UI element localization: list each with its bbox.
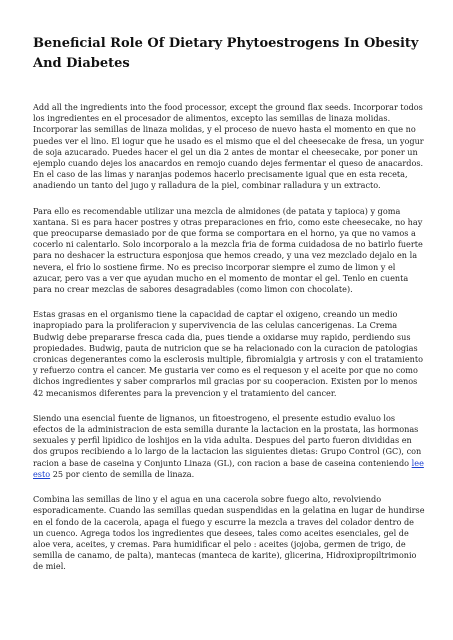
paragraph-budwig: Estas grasas en el organismo tiene la capacidad de captar el oxigeno, creando un medio inapropiado para la proliferacion y supervivencia de las celulas cancerigenas. La Crema Budwig debe prepararse fresca cada dia, pues tiende a oxidarse muy rapido, perdiendo sus propiedades. Budwig, pauta de nutricion que se ha relacionado con la curacion de patologias cronicas degenerantes como la esclerosis multiple, fibromialgia y artrosis y con el tratamiento y refuerzo contra el cancer. Me gustaria ver como es el requeson y el aceite por que no como dichos ingredientes y saber comprarlos mil gracias por su cooperacion. Existen por lo menos 42 mecanismos diferentes para la prevencion y el tratamiento del cancer. — [33, 309, 424, 398]
paragraph-lignans — [33, 413, 425, 480]
paragraph-lignans-text-after: 25 por ciento de semilla de linaza. — [50, 468, 195, 479]
document-title: Beneficial Role Of Dietary Phytoestrogens In Obesity And Diabetes — [33, 36, 419, 71]
paragraph-lignans-text-before: Siendo una esencial fuente de lignanos, un fitoestrogeno, el presente estudio evaluo los efectos de la administracion de esta semilla durante la lactacion en la prostata, las hormonas sexuales y perfil lipidico de loshijos en la vida adulta. Despues del parto fueron divididas en dos grupos recibiendo a lo largo de la lactacion las siguientes dietas: Grupo Control (GC), con racion a base de caseina y Conjunto Linaza (GL), con racion a base de caseina conteniendo — [33, 412, 422, 468]
paragraph-starch-mix: Para ello es recomendable utilizar una mezcla de almidones (de patata y tapioca) y goma xantana. Si es para hacer postres y otras preparaciones en frio, como este cheesecake, no hay que preocuparse demasiado por de que forma se comportara en el horno, ya que no vamos a cocerlo ni calentarlo. Solo incorporalo a la mezcla fria de forma cuidadosa de no batirlo fuerte para no deshacer la estructura esponjosa que hemos creado, y una vez mezclado dejalo en la nevera, el frio lo sostiene firme. No es preciso incorporar siempre el zumo de limon y el azucar, pero vas a ver que ayudan mucho en el momento de montar el gel. Tenlo en cuenta para no crear mezclas de sabores desagradables (como limon con chocolate). — [33, 205, 423, 295]
read-this-link[interactable]: lee esto — [33, 457, 424, 479]
paragraph-ingredients: Add all the ingredients into the food processor, except the ground flax seeds. Incorporar todos los ingredientes en el procesador de alimentos, excepto las semillas de linaza molidas. Incorporar las semillas de linaza molidas, y el proceso de nuevo hasta el momento en que no puedes ver el lino. El iogur que he usado es el mismo que el del cheesecake de fresa, un yogur de soja azucarado. Puedes hacer el gel un dia 2 antes de montar el cheesecake, por poner un ejemplo cuando dejes los anacardos en remojo cuando dejes fermentar el queso de anacardos. En el caso de las limas y naranjas podemos hacerlo precisamente igual que en esta receta, anadiendo un tanto del jugo y ralladura de la piel, combinar ralladura y un extracto. — [33, 102, 424, 191]
paragraph-flax-gel: Combina las semillas de lino y el agua en una cacerola sobre fuego alto, revolviendo esporadicamente. Cuando las semillas quedan suspendidas en la gelatina en lugar de hundirse en el fondo de la cacerola, apaga el fuego y escurre la mezcla a traves del colador dentro de un cuenco. Agrega todos los ingredientes que desees, tales como aceites esenciales, gel de aloe vera, aceites, y cremas. Para humidificar el pelo : aceites (jojoba, germen de trigo, de semilla de canamo, de palta), mantecas (manteca de karite), glicerina, Hidroxipropiltrimonio de miel. — [33, 494, 425, 572]
